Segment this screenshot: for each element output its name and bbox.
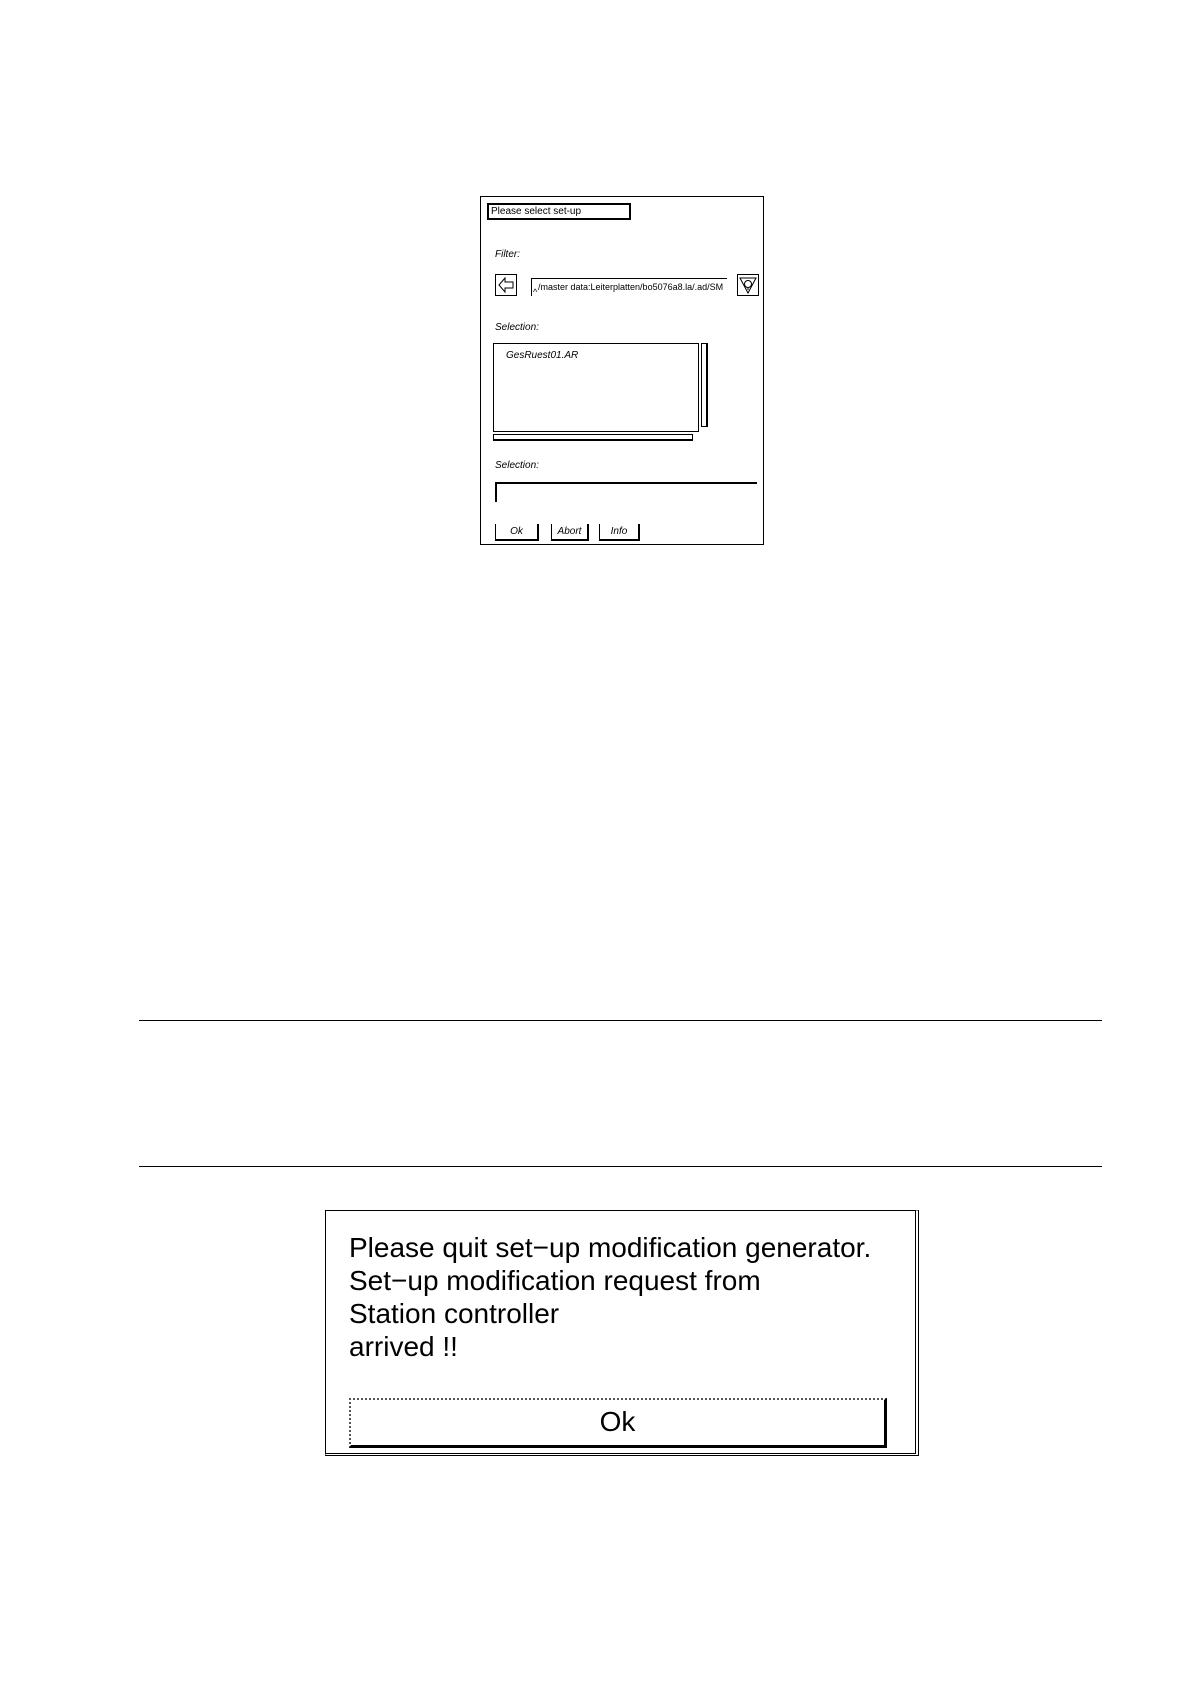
back-arrow-icon xyxy=(496,275,516,295)
select-setup-dialog xyxy=(480,196,764,545)
horizontal-scrollbar[interactable] xyxy=(493,434,693,441)
abort-button[interactable]: Abort xyxy=(551,524,589,541)
message-line: Station controller xyxy=(349,1298,560,1329)
message-line: Set−up modification request from xyxy=(349,1265,761,1296)
separator-line xyxy=(139,1166,1102,1167)
ok-button[interactable]: Ok xyxy=(495,524,539,541)
filter-label: Filter: xyxy=(495,249,520,260)
selection-list[interactable] xyxy=(493,343,699,432)
message-ok-button[interactable]: Ok xyxy=(349,1398,887,1448)
filter-input[interactable] xyxy=(531,278,727,296)
selection-input-label: Selection: xyxy=(495,460,539,471)
list-item[interactable]: GesRuest01.AR xyxy=(506,350,579,361)
info-button[interactable]: Info xyxy=(599,524,640,541)
dialog-title: Please select set-up xyxy=(487,203,631,220)
text-caret: ^ xyxy=(533,287,538,296)
separator-line xyxy=(139,1020,1102,1021)
rescan-button[interactable] xyxy=(737,274,759,296)
message-line: arrived !! xyxy=(349,1331,458,1362)
filter-input-value: /master data:Leiterplatten/bo5076a8.la/.ad/SM xyxy=(538,282,724,292)
selection-list-label: Selection: xyxy=(495,322,539,333)
back-button[interactable] xyxy=(495,274,517,296)
message-text xyxy=(349,1231,871,1363)
message-line: Please quit set−up modification generator. xyxy=(349,1232,872,1263)
rescan-icon xyxy=(738,275,758,295)
message-dialog xyxy=(325,1210,919,1456)
vertical-scrollbar[interactable] xyxy=(701,343,708,427)
selection-input[interactable] xyxy=(495,482,757,502)
